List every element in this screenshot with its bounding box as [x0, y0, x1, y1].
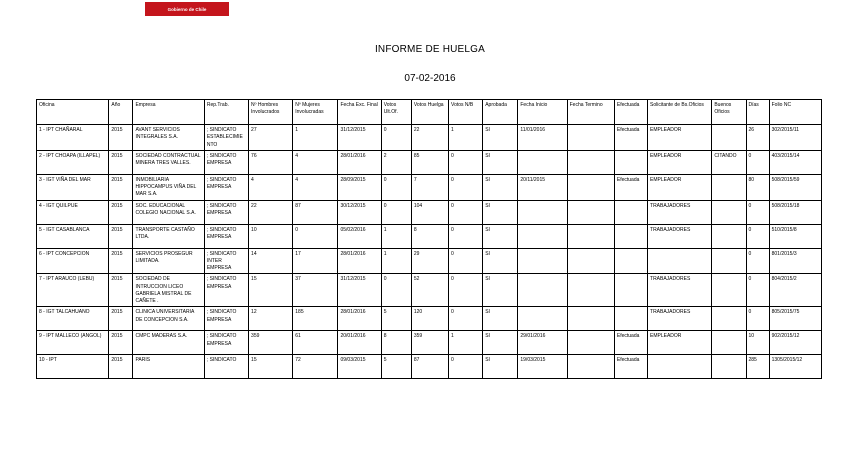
table-cell: 0 — [746, 150, 769, 174]
table-cell: 28/01/2016 — [338, 248, 381, 274]
table-cell: Efectuada — [614, 355, 647, 379]
table-cell: ; SINDICATO INTER EMPRESA — [204, 248, 248, 274]
table-cell: 4 — [249, 174, 293, 200]
table-cell: TRABAJADORES — [648, 200, 712, 224]
table-cell: 7 — [411, 174, 448, 200]
table-cell: ; SINDICATO EMPRESA — [204, 174, 248, 200]
table-cell: 5 — [381, 355, 411, 379]
table-cell: 8 — [411, 224, 448, 248]
table-cell: 29 — [411, 248, 448, 274]
table-cell — [614, 307, 647, 331]
table-cell: 22 — [249, 200, 293, 224]
table-cell: 0 — [381, 200, 411, 224]
table-body — [37, 125, 822, 379]
table-cell: 2015 — [109, 174, 133, 200]
table-cell — [567, 331, 614, 355]
col-header: Empresa — [133, 100, 204, 125]
table-cell: 10 — [746, 331, 769, 355]
table-cell: 104 — [411, 200, 448, 224]
table-cell: Efectuada — [614, 331, 647, 355]
table-row — [37, 200, 822, 224]
table-cell: 0 — [449, 248, 483, 274]
table-cell: 09/03/2015 — [338, 355, 381, 379]
table-cell — [614, 274, 647, 307]
table-cell — [518, 200, 567, 224]
table-cell: EMPLEADOR — [648, 331, 712, 355]
table-row — [37, 307, 822, 331]
table-cell: 902/2015/12 — [769, 331, 821, 355]
table-cell: 28/01/2016 — [338, 150, 381, 174]
table-cell: SOC. EDUCACIONAL COLEGIO NACIONAL S.A. — [133, 200, 204, 224]
table-cell: SI — [483, 150, 518, 174]
table-cell: 19/03/2015 — [518, 355, 567, 379]
table-cell — [518, 274, 567, 307]
table-cell — [567, 174, 614, 200]
table-cell: CITANDO — [712, 150, 746, 174]
table-cell — [712, 200, 746, 224]
table-cell: 2 — [381, 150, 411, 174]
table-cell: ; SINDICATO EMPRESA — [204, 307, 248, 331]
table-cell: 22 — [411, 125, 448, 151]
table-cell: 05/02/2016 — [338, 224, 381, 248]
table-cell: SI — [483, 125, 518, 151]
table-cell — [567, 274, 614, 307]
table-cell: 87 — [411, 355, 448, 379]
report-title: INFORME DE HUELGA — [374, 44, 486, 55]
table-cell: ; SINDICATO EMPRESA — [204, 274, 248, 307]
col-header: Votos N/B — [449, 100, 483, 125]
table-cell: Efectuada — [614, 174, 647, 200]
report-date: 07-02-2016 — [404, 73, 456, 84]
table-cell: ; SINDICATO EMPRESA — [204, 200, 248, 224]
table-cell: 5 - IGT CASABLANCA — [37, 224, 109, 248]
table-cell: 37 — [293, 274, 338, 307]
table-cell: 1 — [381, 224, 411, 248]
table-cell: 30/12/2015 — [338, 200, 381, 224]
table-cell: 2015 — [109, 150, 133, 174]
table-cell: 20/11/2015 — [518, 174, 567, 200]
table-cell: 31/12/2015 — [338, 125, 381, 151]
table-cell: 72 — [293, 355, 338, 379]
col-header: Efectuada — [614, 100, 647, 125]
table-cell: 10 — [249, 224, 293, 248]
table-cell: 1 — [449, 331, 483, 355]
table-cell: 2015 — [109, 307, 133, 331]
table-cell: 804/2015/2 — [769, 274, 821, 307]
gobierno-de-chile-logo — [145, 0, 229, 16]
table-cell — [712, 174, 746, 200]
table-cell: EMPLEADOR — [648, 174, 712, 200]
table-cell: 15 — [249, 355, 293, 379]
table-cell: 359 — [249, 331, 293, 355]
table-cell: AVANT SERVICIOS INTEGRALES S.A. — [133, 125, 204, 151]
table-cell: 15 — [249, 274, 293, 307]
col-header: Rep.Trab. — [204, 100, 248, 125]
col-header: Nº Mujeres Involucradas — [293, 100, 338, 125]
table-cell: 801/2015/3 — [769, 248, 821, 274]
table-cell — [712, 125, 746, 151]
col-header: Votos Huelga — [411, 100, 448, 125]
table-cell: 9 - IPT MALLECO (ANGOL) — [37, 331, 109, 355]
table-cell — [712, 248, 746, 274]
table-row — [37, 150, 822, 174]
table-cell: TRABAJADORES — [648, 224, 712, 248]
table-cell — [712, 274, 746, 307]
table-cell: 27 — [249, 125, 293, 151]
table-cell: 2015 — [109, 248, 133, 274]
table-cell: INMOBILIARIA HIPPOCAMPUS VIÑA DEL MAR S.A. — [133, 174, 204, 200]
table-cell: 2015 — [109, 331, 133, 355]
table-cell: 1 — [449, 125, 483, 151]
table-cell: 61 — [293, 331, 338, 355]
table-cell: CLINICA UNIVERSITARIA DE CONCEPCION S.A. — [133, 307, 204, 331]
table-cell: 0 — [746, 274, 769, 307]
table-cell: 14 — [249, 248, 293, 274]
table-cell: SI — [483, 224, 518, 248]
table-cell: SOCIEDAD DE INTRUCCION LICEO GABRIELA MISTRAL DE CAÑETE . — [133, 274, 204, 307]
table-cell: 185 — [293, 307, 338, 331]
table-cell: SERVICIOS PROSEGUR LIMITADA. — [133, 248, 204, 274]
col-header: Año — [109, 100, 133, 125]
table-cell: 28/09/2015 — [338, 174, 381, 200]
table-cell: 0 — [746, 248, 769, 274]
table-cell: 359 — [411, 331, 448, 355]
table-cell: 0 — [449, 274, 483, 307]
table-cell: 0 — [449, 200, 483, 224]
col-header: Fecha Termino — [567, 100, 614, 125]
table-cell: EMPLEADOR — [648, 150, 712, 174]
col-header: Votos Ult.Of. — [381, 100, 411, 125]
table-cell — [712, 224, 746, 248]
table-cell — [712, 355, 746, 379]
table-cell: PARIS — [133, 355, 204, 379]
table-cell: 7 - IPT ARAUCO (LEBU) — [37, 274, 109, 307]
table-cell: 0 — [746, 307, 769, 331]
table-cell: 29/01/2016 — [518, 331, 567, 355]
table-cell: 0 — [449, 355, 483, 379]
table-cell: 1 — [293, 125, 338, 151]
table-cell: SI — [483, 307, 518, 331]
table-cell: 508/2015/18 — [769, 200, 821, 224]
table-cell — [567, 224, 614, 248]
table-cell: 1 - IPT CHAÑARAL — [37, 125, 109, 151]
table-cell: ; SINDICATO EMPRESA — [204, 331, 248, 355]
table-cell: 11/01/2016 — [518, 125, 567, 151]
table-cell — [614, 200, 647, 224]
table-cell — [567, 307, 614, 331]
table-row — [37, 355, 822, 379]
table-cell — [518, 150, 567, 174]
table-cell: 0 — [381, 174, 411, 200]
table-cell — [614, 248, 647, 274]
table-cell — [614, 224, 647, 248]
table-cell: 0 — [746, 200, 769, 224]
table-cell: EMPLEADOR — [648, 125, 712, 151]
table-cell — [567, 150, 614, 174]
table-cell: ; SINDICATO EMPRESA — [204, 224, 248, 248]
table-cell: SOCIEDAD CONTRACTUAL MINERA TRES VALLES. — [133, 150, 204, 174]
table-cell: 1305/2015/12 — [769, 355, 821, 379]
table-cell: 26 — [746, 125, 769, 151]
table-cell: 10 - IPT — [37, 355, 109, 379]
table-cell — [712, 331, 746, 355]
table-row — [37, 174, 822, 200]
table-cell: 285 — [746, 355, 769, 379]
table-cell: 0 — [746, 224, 769, 248]
strike-report-table — [36, 99, 822, 379]
table-cell — [712, 307, 746, 331]
col-header: Aprobada — [483, 100, 518, 125]
table-cell — [518, 307, 567, 331]
col-header: Nº Hombres Involucrados — [249, 100, 293, 125]
table-cell: 0 — [449, 150, 483, 174]
table-cell: ; SINDICATO ESTABLECIMIENTO — [204, 125, 248, 151]
table-cell: 8 — [381, 331, 411, 355]
table-cell: 805/2015/75 — [769, 307, 821, 331]
table-cell: ; SINDICATO EMPRESA — [204, 150, 248, 174]
table-cell: 508/2015/59 — [769, 174, 821, 200]
table-cell: 403/2015/14 — [769, 150, 821, 174]
table-cell: 0 — [381, 274, 411, 307]
table-cell: SI — [483, 248, 518, 274]
table-cell: 52 — [411, 274, 448, 307]
table-row — [37, 248, 822, 274]
table-cell: 80 — [746, 174, 769, 200]
col-header: Buenos Oficios — [712, 100, 746, 125]
table-cell: 2015 — [109, 224, 133, 248]
table-cell: 87 — [293, 200, 338, 224]
table-cell: 17 — [293, 248, 338, 274]
table-cell: Efectuada — [614, 125, 647, 151]
table-cell: SI — [483, 274, 518, 307]
table-cell: 85 — [411, 150, 448, 174]
table-cell: ; SINDICATO — [204, 355, 248, 379]
table-cell: 0 — [381, 125, 411, 151]
table-cell — [648, 355, 712, 379]
table-cell: SI — [483, 355, 518, 379]
table-cell: 510/2015/8 — [769, 224, 821, 248]
table-cell: 120 — [411, 307, 448, 331]
table-cell: 302/2015/11 — [769, 125, 821, 151]
table-cell: 0 — [449, 174, 483, 200]
table-row — [37, 125, 822, 151]
table-cell: 4 — [293, 150, 338, 174]
table-cell: 4 — [293, 174, 338, 200]
table-cell — [567, 248, 614, 274]
table-cell — [567, 200, 614, 224]
table-cell — [567, 125, 614, 151]
col-header: Fecha Exc. Final — [338, 100, 381, 125]
logo-text: Gobierno de Chile — [167, 6, 207, 12]
table-cell: 2015 — [109, 355, 133, 379]
col-header: Fecha Inicio — [518, 100, 567, 125]
col-header: Días — [746, 100, 769, 125]
table-cell: 6 - IPT CONCEPCION — [37, 248, 109, 274]
table-cell: 28/01/2016 — [338, 307, 381, 331]
table-cell — [567, 355, 614, 379]
table-cell: 20/01/2016 — [338, 331, 381, 355]
table-cell — [518, 248, 567, 274]
table-row — [37, 224, 822, 248]
table-cell: TRANSPORTE CASTAÑO LTDA. — [133, 224, 204, 248]
table-cell: TRABAJADORES — [648, 274, 712, 307]
table-cell: 2015 — [109, 125, 133, 151]
table-cell: 76 — [249, 150, 293, 174]
table-cell: SI — [483, 174, 518, 200]
table-row — [37, 274, 822, 307]
table-cell: 0 — [449, 224, 483, 248]
table-cell: 31/12/2015 — [338, 274, 381, 307]
table-cell: 2 - IPT CHOAPA (ILLAPEL) — [37, 150, 109, 174]
table-cell: 3 - IGT VIÑA DEL MAR — [37, 174, 109, 200]
table-cell — [614, 150, 647, 174]
table-header-row — [37, 100, 822, 125]
table-cell: 1 — [381, 248, 411, 274]
table-cell: 2015 — [109, 200, 133, 224]
table-cell: SI — [483, 200, 518, 224]
table-cell — [648, 248, 712, 274]
table-cell: 4 - IGT QUILPUE — [37, 200, 109, 224]
table-cell: 8 - IGT TALCAHUANO — [37, 307, 109, 331]
table-cell: SI — [483, 331, 518, 355]
table-cell: 5 — [381, 307, 411, 331]
col-header: Folio NC — [769, 100, 821, 125]
table-cell: 12 — [249, 307, 293, 331]
table-cell: TRABAJADORES — [648, 307, 712, 331]
table-cell: 0 — [293, 224, 338, 248]
table-cell: CMPC MADERAS S.A. — [133, 331, 204, 355]
table-cell: 0 — [449, 307, 483, 331]
col-header: Solicitante de Bs.Oficios — [648, 100, 712, 125]
col-header: Oficina — [37, 100, 109, 125]
table-cell: 2015 — [109, 274, 133, 307]
table-cell — [518, 224, 567, 248]
table-row — [37, 331, 822, 355]
